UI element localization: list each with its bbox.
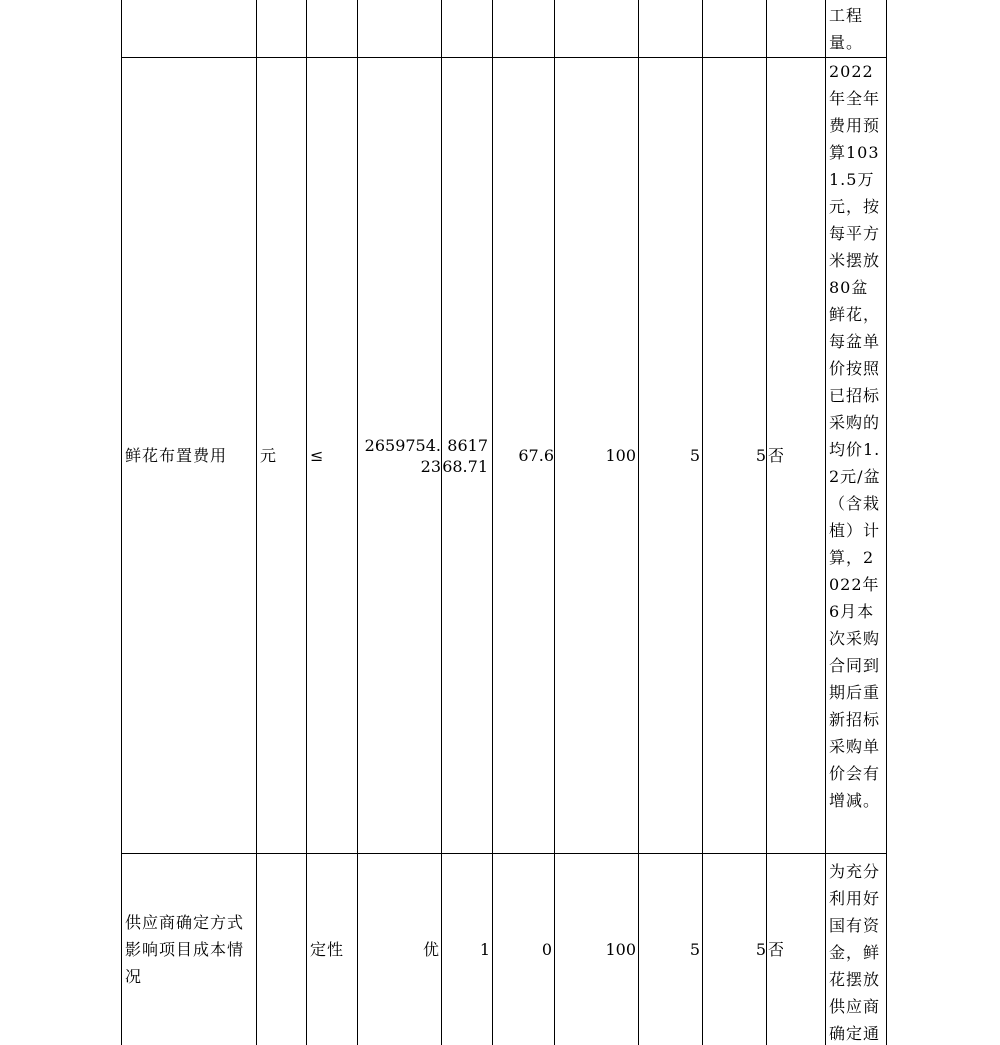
row2-deviation-flag: 否 [768,940,785,959]
row1-value-b-line2: 68.71 [442,456,488,476]
row1-unit: 元 [260,446,277,465]
row1-value-d: 100 [605,446,636,465]
row2-value-b: 1 [479,940,490,959]
grid-line [886,0,887,1045]
row1-deviation-flag: 否 [768,446,785,465]
row1-value-b-line1: 8617 [447,435,488,455]
row1-value-c: 67.6 [518,446,554,465]
row1-value-a-line2: 23 [420,456,441,476]
row2-value-f: 5 [755,940,766,959]
row1-note: 2022年全年费用预算1031.5万元，按每平方米摆放80盆鲜花，每盆单价按照已招标采购的均价1.2元/盆（含栽植）计算，2022年6月本次采购合同到期后重新招标采购单价会有增减。 [829,62,881,810]
row2-value-c: 0 [541,940,552,959]
row2-indicator-type: 定性 [310,940,345,959]
row2-note: 为充分利用好国有资金，鲜花摆放供应商确定通 [829,862,881,1043]
row2-value-e: 5 [689,940,700,959]
row1-value-a-line1: 2659754. [364,435,441,455]
row1-value-e: 5 [689,446,700,465]
row1-comparison: ≤ [310,446,324,465]
row2-unit [257,854,306,1045]
row2-indicator-name: 供应商确定方式影响项目成本情况 [125,913,245,986]
row1-value-b [442,58,492,853]
top-row-note: 工程量。 [829,6,864,52]
row2-value-d: 100 [605,940,636,959]
row1-value-a [358,58,441,853]
row2-value-a: 优 [422,940,439,959]
row1-indicator-name: 鲜花布置费用 [125,446,228,465]
row1-value-f: 5 [755,446,766,465]
